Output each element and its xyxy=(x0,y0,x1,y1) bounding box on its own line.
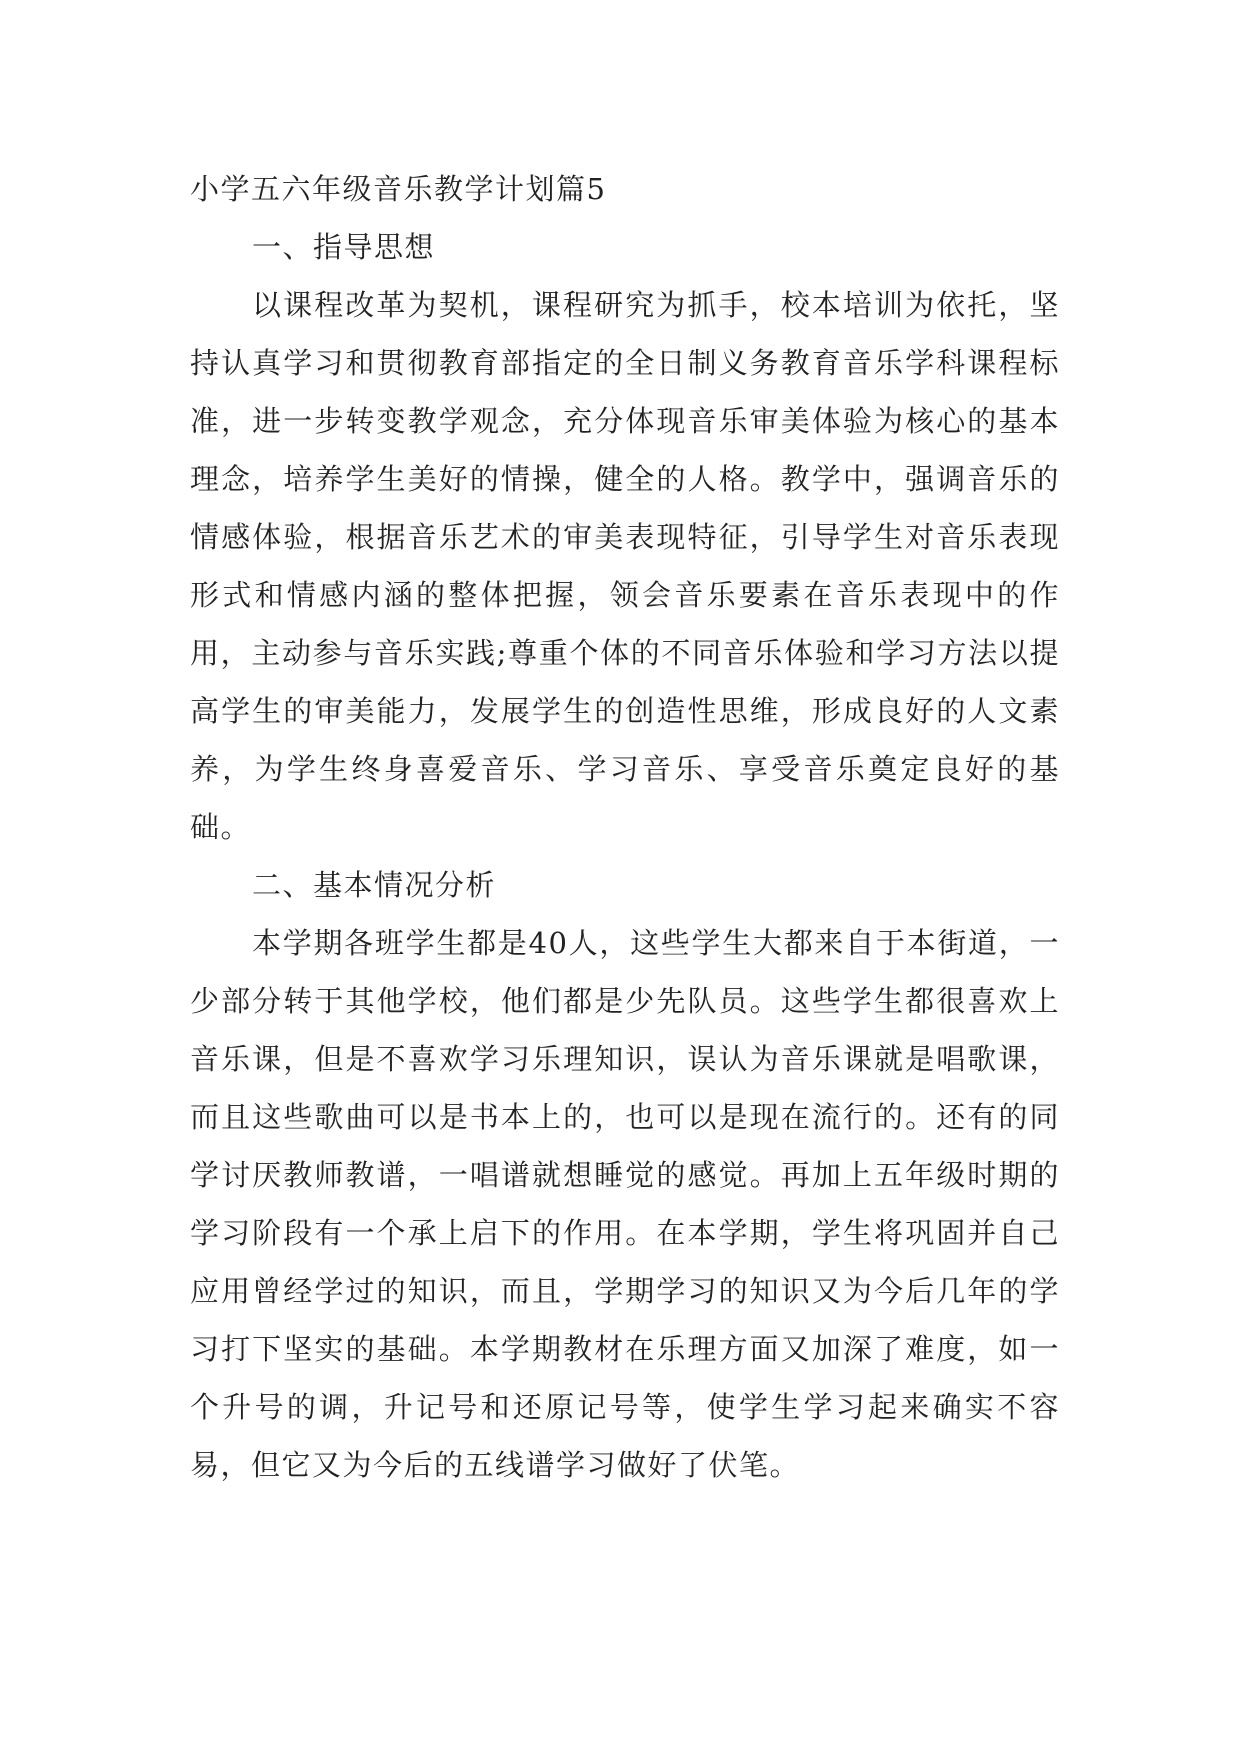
document-body xyxy=(190,160,1060,1494)
paragraph-situation-analysis: 本学期各班学生都是40人，这些学生大都来自于本街道，一少部分转于其他学校，他们都是少先队员。这些学生都很喜欢上音乐课，但是不喜欢学习乐理知识，误认为音乐课就是唱歌课，而且这些歌曲可以是书本上的，也可以是现在流行的。还有的同学讨厌教师教谱，一唱谱就想睡觉的感觉。再加上五年级时期的学习阶段有一个承上启下的作用。在本学期，学生将巩固并自己应用曾经学过的知识，而且，学期学习的知识又为今后几年的学习打下坚实的基础。本学期教材在乐理方面又加深了难度，如一个升号的调，升记号和还原记号等，使学生学习起来确实不容易，但它又为今后的五线谱学习做好了伏笔。 xyxy=(190,926,1060,1482)
paragraph-guiding-ideology: 以课程改革为契机，课程研究为抓手，校本培训为依托，坚持认真学习和贯彻教育部指定的全日制义务教育音乐学科课程标准，进一步转变教学观念，充分体现音乐审美体验为核心的基本理念，培养学生美好的情操，健全的人格。教学中，强调音乐的情感体验，根据音乐艺术的审美表现特征，引导学生对音乐表现形式和情感内涵的整体把握，领会音乐要素在音乐表现中的作用，主动参与音乐实践;尊重个体的不同音乐体验和学习方法以提高学生的审美能力，发展学生的创造性思维，形成良好的人文素养，为学生终身喜爱音乐、学习音乐、享受音乐奠定良好的基础。 xyxy=(190,288,1060,844)
section-heading-situation-analysis: 二、基本情况分析 xyxy=(252,868,497,902)
section-heading-guiding-ideology: 一、指导思想 xyxy=(252,230,436,264)
document-title: 小学五六年级音乐教学计划篇5 xyxy=(190,172,607,206)
